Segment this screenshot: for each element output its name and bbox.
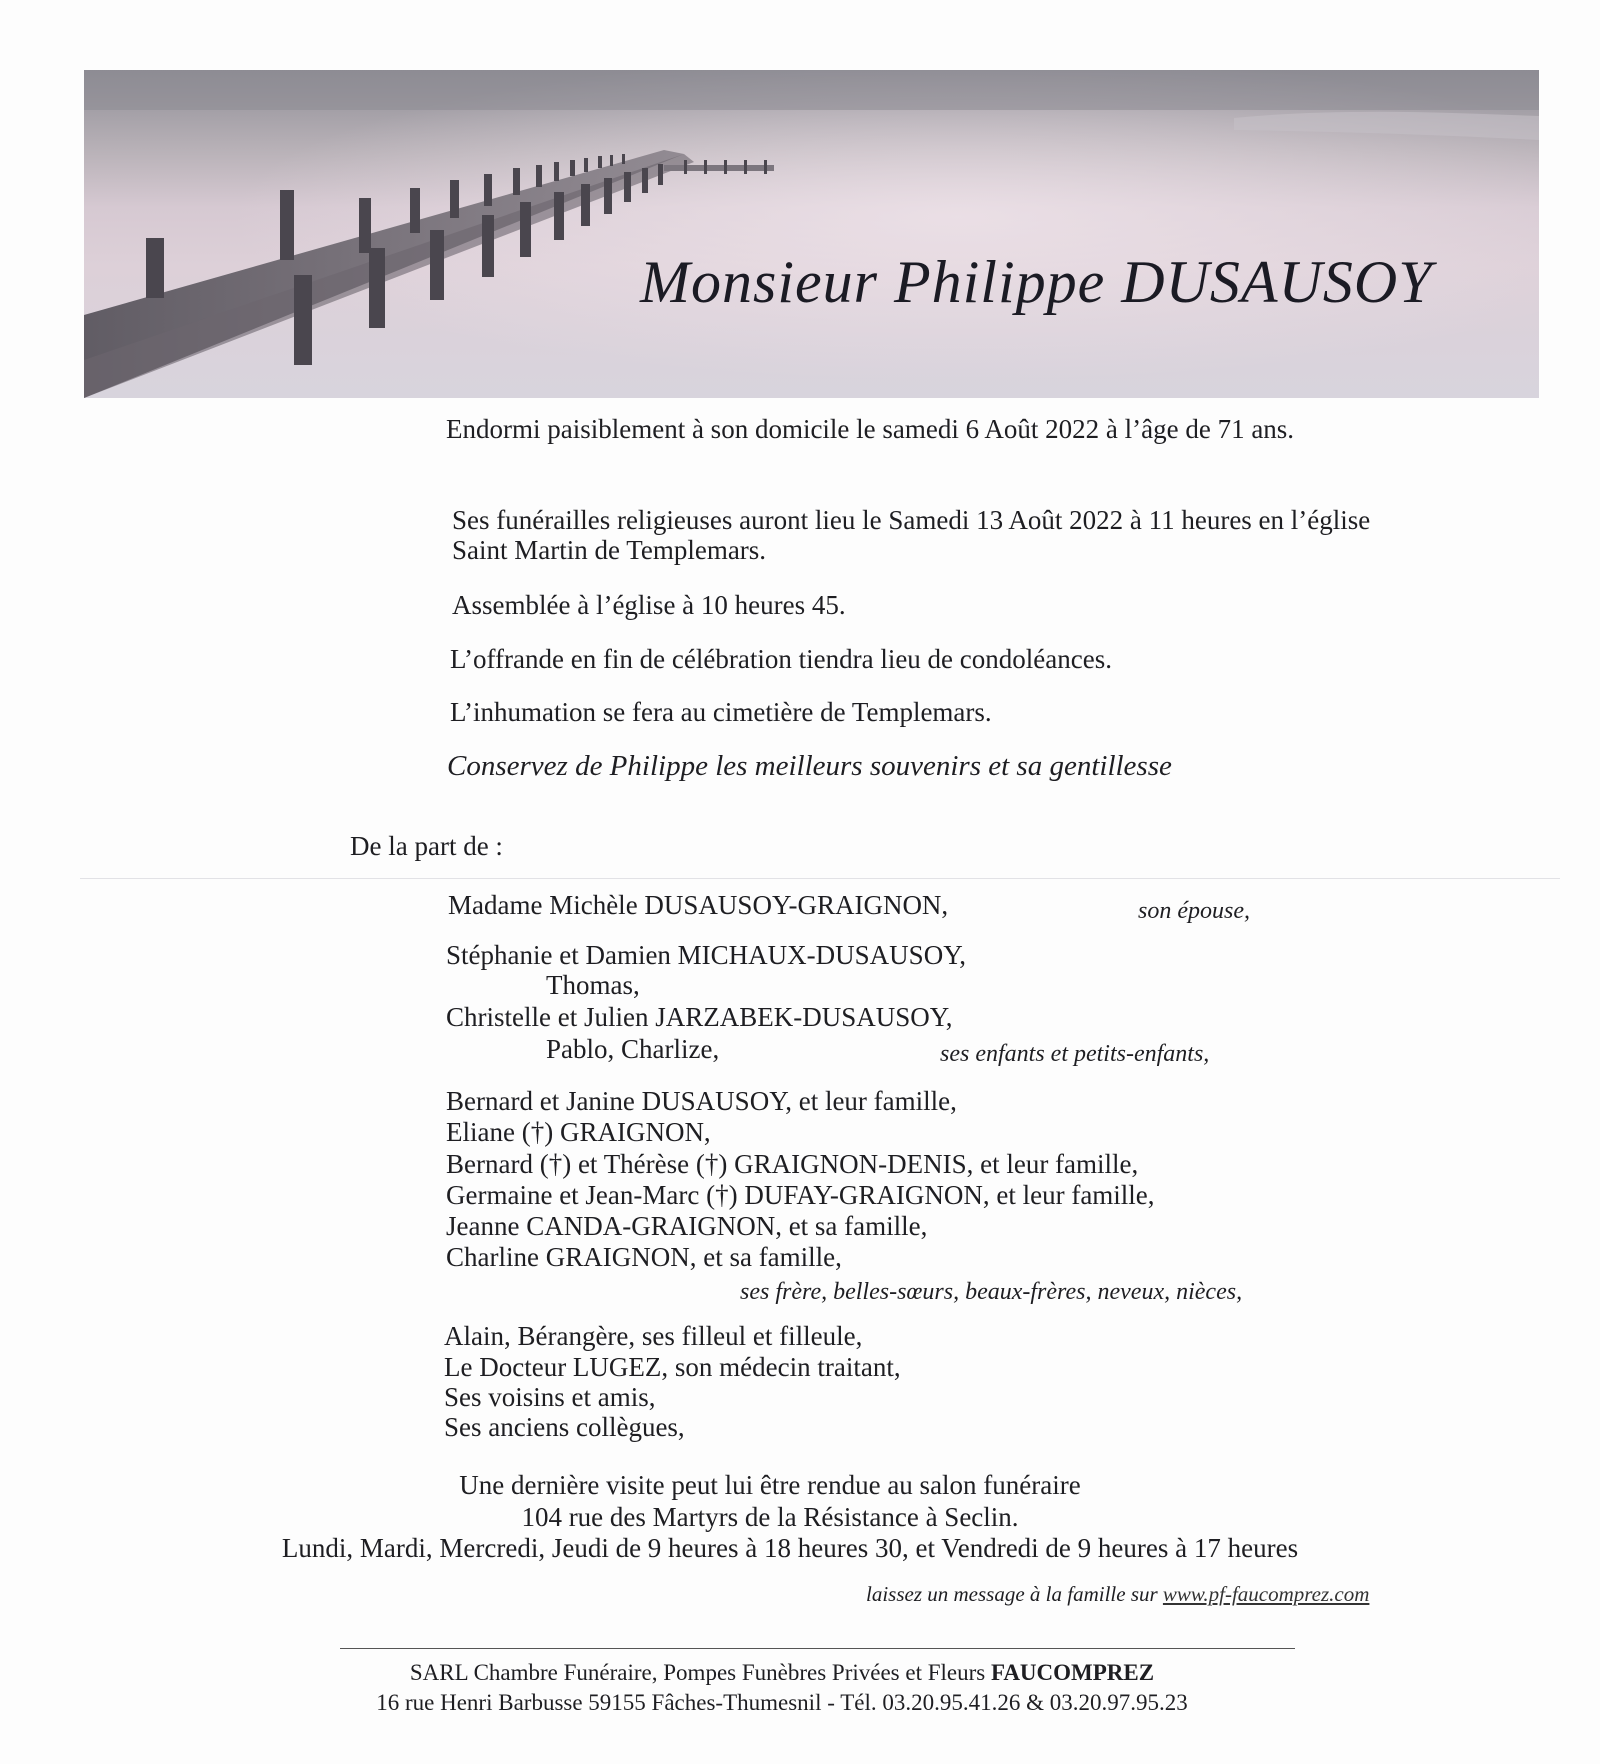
header-banner-image bbox=[84, 70, 1539, 398]
relative-line: Eliane (†) GRAIGNON, bbox=[446, 1117, 711, 1147]
children-role: ses enfants et petits-enfants, bbox=[940, 1041, 1210, 1067]
message-note bbox=[866, 1582, 1369, 1607]
company-name: FAUCOMPREZ bbox=[990, 1660, 1155, 1685]
visit-line-2: 104 rue des Martyrs de la Résistance à Seclin. bbox=[521, 1502, 1019, 1532]
relative-line: Bernard (†) et Thérèse (†) GRAIGNON-DENIS, et leur famille, bbox=[446, 1149, 1139, 1179]
grandchildren-line: Pablo, Charlize, bbox=[546, 1034, 720, 1064]
burial-info: L’inhumation se fera au cimetière de Templemars. bbox=[450, 697, 992, 727]
visit-hours: Lundi, Mardi, Mercredi, Jeudi de 9 heures à 18 heures 30, et Vendredi de 9 heures à 17 heures bbox=[281, 1533, 1299, 1563]
children-line: Stéphanie et Damien MICHAUX-DUSAUSOY, bbox=[446, 940, 966, 970]
death-notice: Endormi paisiblement à son domicile le samedi 6 Août 2022 à l’âge de 71 ans. bbox=[446, 414, 1295, 444]
children-line: Christelle et Julien JARZABEK-DUSAUSOY, bbox=[446, 1002, 953, 1032]
message-text: laissez un message à la famille sur bbox=[866, 1582, 1158, 1606]
relative-line: Charline GRAIGNON, et sa famille, bbox=[446, 1242, 842, 1272]
memorial-quote: Conservez de Philippe les meilleurs souvenirs et sa gentillesse bbox=[447, 750, 1172, 782]
page-title: Monsieur Philippe DUSAUSOY bbox=[640, 249, 1433, 315]
company-prefix: SARL Chambre Funéraire, Pompes Funèbres Privées et Fleurs bbox=[409, 1660, 986, 1685]
grandchildren-line: Thomas, bbox=[546, 970, 640, 1000]
offering-info: L’offrande en fin de célébration tiendra lieu de condoléances. bbox=[450, 644, 1112, 674]
other-line: Ses anciens collègues, bbox=[444, 1412, 685, 1442]
pier-lake-image bbox=[84, 70, 1539, 398]
funeral-line-1: Ses funérailles religieuses auront lieu le Samedi 13 Août 2022 à 11 heures en l’église bbox=[452, 505, 1371, 535]
assembly-info: Assemblée à l’église à 10 heures 45. bbox=[452, 590, 846, 620]
relative-line: Jeanne CANDA-GRAIGNON, et sa famille, bbox=[446, 1211, 928, 1241]
funeral-line-2: Saint Martin de Templemars. bbox=[452, 535, 767, 565]
other-line: Alain, Bérangère, ses filleul et filleule, bbox=[444, 1321, 863, 1351]
visit-line-1: Une dernière visite peut lui être rendue au salon funéraire bbox=[459, 1470, 1081, 1500]
footer-separator bbox=[340, 1648, 1295, 1649]
relatives-role: ses frère, belles-sœurs, beaux-frères, neveux, nièces, bbox=[740, 1279, 1243, 1305]
relative-line: Germaine et Jean-Marc (†) DUFAY-GRAIGNON, et leur famille, bbox=[446, 1180, 1155, 1210]
company-address: 16 rue Henri Barbusse 59155 Fâches-Thumesnil - Tél. 03.20.95.41.26 & 03.20.97.95.23 bbox=[376, 1690, 1188, 1715]
from-label: De la part de : bbox=[350, 831, 503, 861]
company-line bbox=[0, 1660, 1582, 1686]
spouse-name: Madame Michèle DUSAUSOY-GRAIGNON, bbox=[448, 890, 949, 920]
spouse-role: son épouse, bbox=[1138, 898, 1250, 924]
relative-line: Bernard et Janine DUSAUSOY, et leur famille, bbox=[446, 1086, 957, 1116]
other-line: Le Docteur LUGEZ, son médecin traitant, bbox=[444, 1352, 901, 1382]
fold-line bbox=[80, 878, 1560, 879]
other-line: Ses voisins et amis, bbox=[444, 1382, 656, 1412]
website-link[interactable]: www.pf-faucomprez.com bbox=[1162, 1582, 1370, 1606]
